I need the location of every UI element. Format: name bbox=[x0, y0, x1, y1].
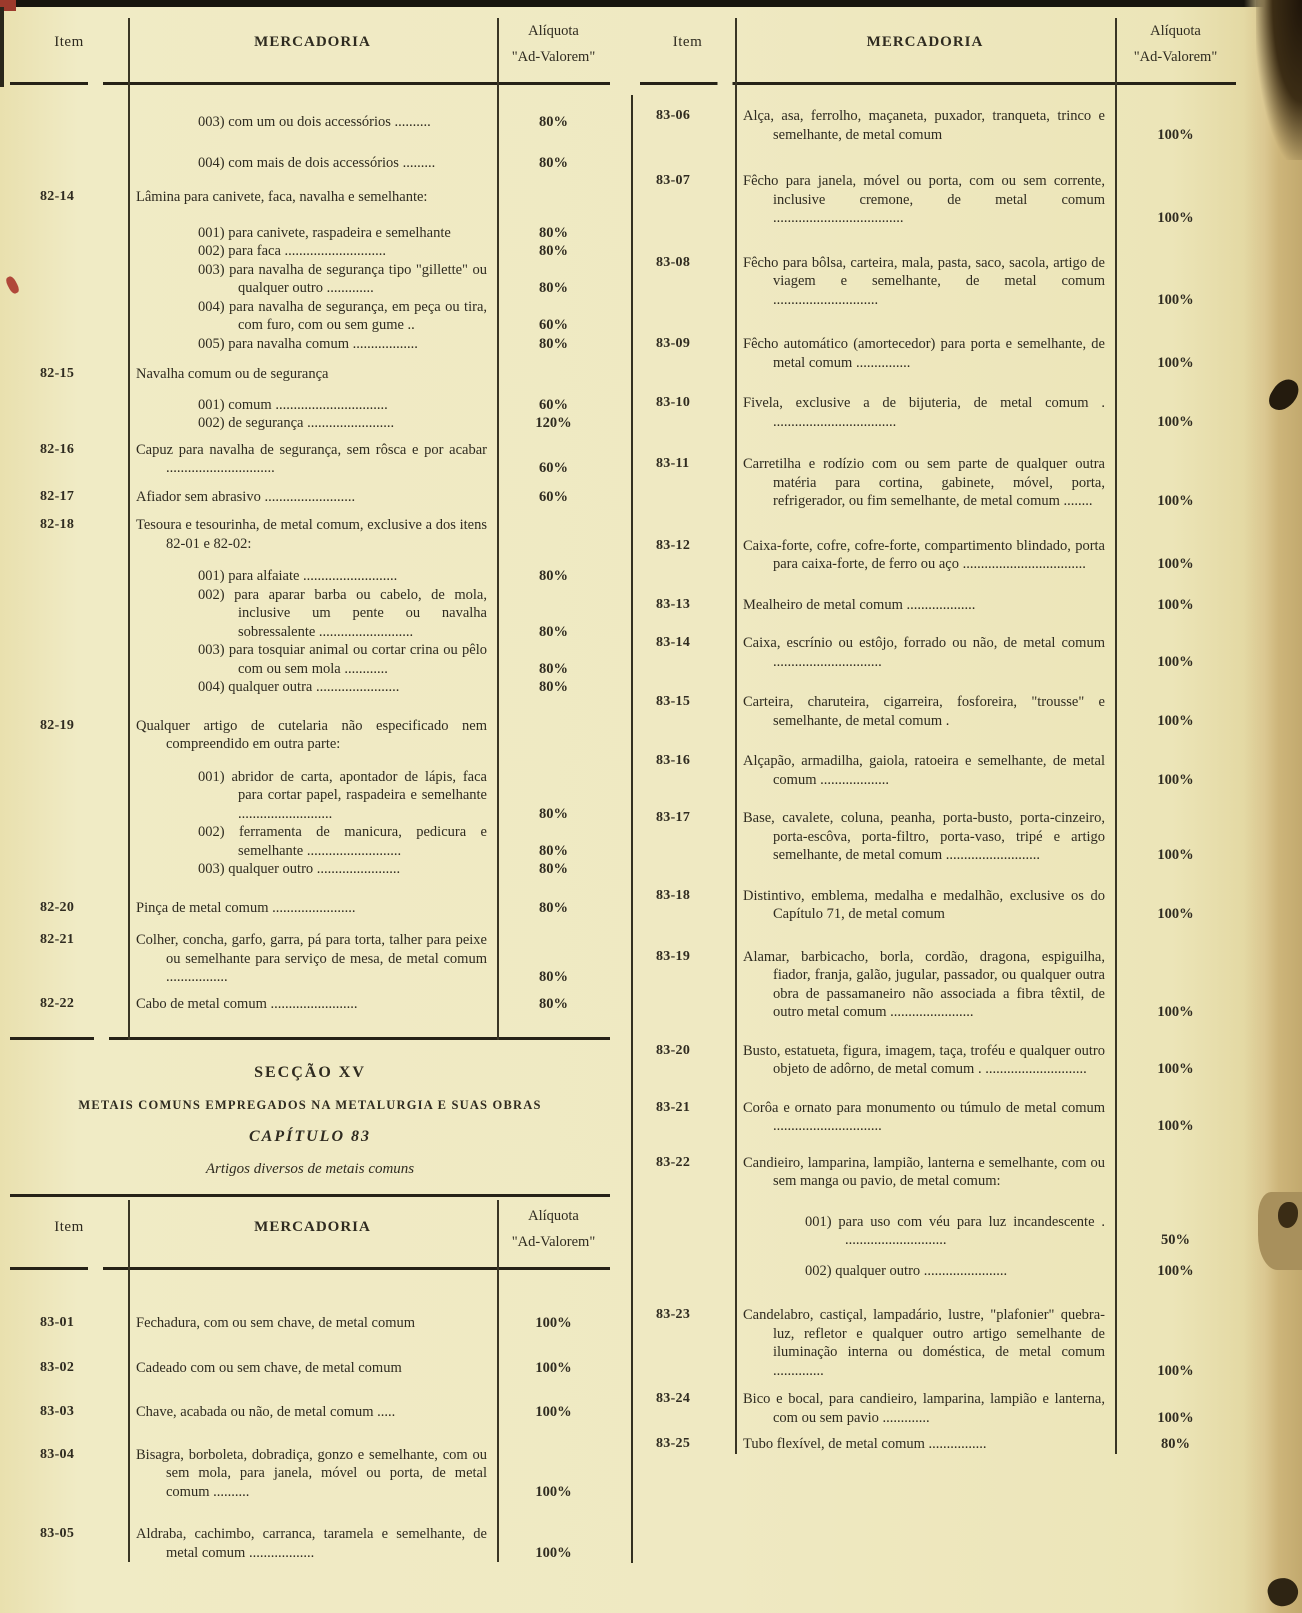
item-number: 83-20 bbox=[656, 1042, 691, 1058]
header-aliquota-line1: Alíquota bbox=[528, 1208, 579, 1224]
ad-valorem-rate: 60% bbox=[539, 460, 568, 476]
ad-valorem-rate: 100% bbox=[1157, 413, 1194, 430]
item-number: 82-17 bbox=[40, 488, 75, 504]
merchandise-description: Tesoura e tesourinha, de metal comum, exclusive a dos itens 82-01 e 82-02: bbox=[136, 517, 487, 552]
item-number: 82-21 bbox=[40, 932, 75, 947]
merchandise-description: Fêcho para bôlsa, carteira, mala, pasta, saco, sacola, artigo de viagem e semelhante, de metal comum ............................. bbox=[743, 254, 1105, 308]
header-aliquota bbox=[497, 18, 610, 70]
table-row bbox=[640, 107, 1236, 144]
table-row bbox=[640, 1262, 1236, 1281]
table-row bbox=[640, 1154, 1236, 1191]
item-number: 83-12 bbox=[656, 537, 691, 553]
merchandise-description: 002) qualquer outro ....................... bbox=[805, 1262, 1008, 1279]
table-row bbox=[10, 298, 610, 335]
stain bbox=[1278, 1202, 1298, 1228]
table-row bbox=[640, 634, 1236, 671]
header-item: Item bbox=[54, 34, 84, 50]
merchandise-description: Alça, asa, ferrolho, maçaneta, puxador, tranqueta, trinco e semelhante, de metal comum bbox=[743, 108, 1105, 143]
item-number: 82-16 bbox=[40, 441, 75, 457]
ad-valorem-rate: 100% bbox=[1157, 1061, 1194, 1077]
table-row bbox=[640, 1099, 1236, 1136]
table-row bbox=[10, 678, 610, 697]
ad-valorem-rate: 60% bbox=[539, 488, 568, 505]
merchandise-description: 003) com um ou dois accessórios .......... bbox=[198, 114, 431, 130]
table-row bbox=[640, 1435, 1236, 1454]
header-item: Item bbox=[54, 1219, 84, 1235]
merchandise-description: Lâmina para canivete, faca, navalha e semelhante: bbox=[136, 189, 428, 205]
merchandise-description: 001) para canivete, raspadeira e semelhante bbox=[198, 224, 451, 241]
ad-valorem-rate: 60% bbox=[539, 317, 568, 333]
table-row bbox=[10, 641, 610, 678]
table-body bbox=[10, 113, 610, 1013]
merchandise-description: 002) para aparar barba ou cabelo, de mola, inclusive um pente ou navalha sobressalente .......................... bbox=[198, 586, 487, 640]
merchandise-description: 002) ferramenta de manicura, pedicura e semelhante .......................... bbox=[198, 824, 487, 859]
item-number: 83-24 bbox=[656, 1391, 691, 1406]
merchandise-description: 004) para navalha de segurança, em peça ou tira, com furo, com ou sem gume .. bbox=[198, 298, 487, 333]
merchandise-description: 003) para tosquiar animal ou cortar crina ou pêlo com ou sem mola ............ bbox=[198, 642, 487, 677]
table-row bbox=[10, 899, 610, 918]
merchandise-description: Corôa e ornato para monumento ou túmulo de metal comum .............................. bbox=[743, 1099, 1105, 1134]
item-number: 83-02 bbox=[40, 1359, 75, 1375]
ad-valorem-rate: 80% bbox=[539, 335, 568, 352]
ad-valorem-rate: 100% bbox=[535, 1359, 572, 1376]
ad-valorem-rate: 80% bbox=[539, 805, 568, 822]
item-number: 83-21 bbox=[656, 1099, 691, 1115]
item-number: 83-01 bbox=[40, 1315, 75, 1330]
chapter-subtitle: Artigos diversos de metais comuns bbox=[205, 1161, 415, 1177]
ad-valorem-rate: 100% bbox=[535, 1483, 572, 1500]
table-row bbox=[640, 1213, 1236, 1250]
merchandise-description: Caixa, escrínio ou estôjo, forrado ou não, de metal comum .............................. bbox=[743, 635, 1105, 670]
ad-valorem-rate: 80% bbox=[539, 154, 568, 171]
table-row bbox=[10, 768, 610, 824]
header-mercadoria: MERCADORIA bbox=[866, 34, 984, 50]
ad-valorem-rate: 80% bbox=[539, 969, 568, 985]
merchandise-description: 004) qualquer outra ....................... bbox=[198, 679, 400, 695]
scan-border-top bbox=[0, 0, 1302, 7]
header-aliquota bbox=[1115, 18, 1236, 70]
ad-valorem-rate: 100% bbox=[1157, 1118, 1194, 1134]
ad-valorem-rate: 80% bbox=[539, 280, 568, 296]
ad-valorem-rate: 100% bbox=[1157, 1409, 1194, 1426]
ad-valorem-rate: 80% bbox=[539, 995, 568, 1012]
table-body bbox=[10, 1314, 610, 1562]
item-number: 83-17 bbox=[656, 810, 691, 825]
ad-valorem-rate: 80% bbox=[539, 899, 568, 916]
ad-valorem-rate: 100% bbox=[1157, 126, 1194, 143]
table-row bbox=[10, 488, 610, 507]
table-row bbox=[10, 1525, 610, 1562]
merchandise-description: 002) de segurança ........................ bbox=[198, 415, 395, 431]
table-row bbox=[10, 261, 610, 298]
item-number: 82-20 bbox=[40, 899, 75, 915]
header-aliquota-line2: "Ad-Valorem" bbox=[511, 1234, 596, 1250]
page-edge bbox=[1244, 0, 1302, 1613]
merchandise-description: Pinça de metal comum ....................... bbox=[136, 899, 356, 916]
merchandise-description: 001) comum ............................... bbox=[198, 396, 388, 413]
ad-valorem-rate: 80% bbox=[539, 114, 568, 130]
table-row bbox=[10, 414, 610, 433]
header-mercadoria: MERCADORIA bbox=[254, 34, 371, 50]
ad-valorem-rate: 50% bbox=[1161, 1232, 1190, 1248]
scan-edge-mark bbox=[0, 7, 4, 87]
table-row bbox=[10, 1359, 610, 1378]
item-number: 83-08 bbox=[656, 254, 691, 270]
tariff-table-chapter-82 bbox=[10, 12, 610, 1040]
table-row bbox=[10, 567, 610, 586]
table-row bbox=[640, 1042, 1236, 1079]
table-row bbox=[10, 586, 610, 642]
merchandise-description: 003) qualquer outro ....................... bbox=[198, 861, 401, 877]
item-number: 83-09 bbox=[656, 336, 691, 351]
item-number: 83-03 bbox=[40, 1404, 75, 1419]
ad-valorem-rate: 100% bbox=[535, 1404, 572, 1420]
merchandise-description: 001) abridor de carta, apontador de lápis, faca para cortar papel, raspadeira e semelhante .......................... bbox=[198, 768, 487, 822]
table-row bbox=[640, 254, 1236, 310]
item-number: 83-13 bbox=[656, 596, 691, 612]
merchandise-description: Bisagra, borboleta, dobradiça, gonzo e semelhante, com ou sem mola, para janela, móvel ou porta, de metal comum .......... bbox=[136, 1446, 487, 1500]
merchandise-description: 001) para alfaiate .......................... bbox=[198, 568, 398, 584]
table-row bbox=[640, 1306, 1236, 1380]
merchandise-description: Cadeado com ou sem chave, de metal comum bbox=[136, 1359, 402, 1376]
item-number: 83-04 bbox=[40, 1446, 75, 1462]
merchandise-description: Fêcho automático (amortecedor) para porta e semelhante, de metal comum ............... bbox=[743, 336, 1105, 371]
merchandise-description: Distintivo, emblema, medalha e medalhão, exclusive os do Capítulo 71, de metal comum bbox=[743, 887, 1105, 922]
table-row bbox=[10, 242, 610, 261]
header-rule bbox=[10, 1267, 610, 1270]
merchandise-description: Carteira, charuteira, cigarreira, fosforeira, "trousse" e semelhante, de metal comum . bbox=[743, 694, 1105, 729]
ad-valorem-rate: 80% bbox=[1161, 1436, 1190, 1452]
table-row bbox=[640, 693, 1236, 730]
item-number: 83-11 bbox=[656, 456, 690, 471]
right-column bbox=[640, 12, 1236, 1454]
merchandise-description: Qualquer artigo de cutelaria não especificado nem compreendido em outra parte: bbox=[136, 717, 487, 752]
table-header bbox=[640, 12, 1236, 82]
header-aliquota-line1: Alíquota bbox=[528, 23, 579, 39]
ad-valorem-rate: 100% bbox=[1157, 291, 1194, 308]
table-row bbox=[10, 717, 610, 754]
table-row bbox=[640, 887, 1236, 924]
merchandise-description: Alçapão, armadilha, gaiola, ratoeira e semelhante, de metal comum ................... bbox=[743, 753, 1105, 788]
item-number: 82-18 bbox=[40, 517, 75, 532]
merchandise-description: Candieiro, lamparina, lampião, lanterna e semelhante, com ou sem manga ou pavio, de metal comum: bbox=[743, 1154, 1105, 1189]
item-number: 83-16 bbox=[656, 753, 691, 768]
header-aliquota-line2: "Ad-Valorem" bbox=[1133, 49, 1218, 65]
ad-valorem-rate: 80% bbox=[539, 568, 568, 584]
table-header bbox=[10, 12, 610, 82]
merchandise-description: Tubo flexível, de metal comum ................ bbox=[743, 1436, 987, 1452]
table-body bbox=[640, 107, 1236, 1454]
merchandise-description: Mealheiro de metal comum ................... bbox=[743, 596, 976, 613]
table-row bbox=[640, 537, 1236, 574]
header-mercadoria: MERCADORIA bbox=[254, 1219, 371, 1235]
merchandise-description: Fêcho para janela, móvel ou porta, com ou sem corrente, inclusive cremone, de metal comum .................................... bbox=[743, 173, 1105, 226]
ad-valorem-rate: 120% bbox=[535, 415, 572, 431]
merchandise-description: 002) para faca ............................ bbox=[198, 243, 387, 259]
ad-valorem-rate: 100% bbox=[1157, 847, 1194, 863]
item-number: 82-22 bbox=[40, 995, 75, 1011]
merchandise-description: 005) para navalha comum .................. bbox=[198, 335, 418, 352]
merchandise-description: 004) com mais de dois accessórios ......... bbox=[198, 154, 436, 171]
torn-paper-edge bbox=[1258, 1192, 1302, 1270]
item-number: 83-25 bbox=[656, 1436, 691, 1451]
header-rule bbox=[10, 82, 610, 85]
table-row bbox=[10, 365, 610, 384]
ad-valorem-rate: 80% bbox=[539, 224, 568, 241]
ad-valorem-rate: 100% bbox=[1157, 210, 1194, 226]
table-row bbox=[640, 948, 1236, 1022]
section-heading bbox=[10, 1064, 610, 1194]
section-title: SECÇÃO XV bbox=[254, 1064, 366, 1081]
table-row bbox=[10, 154, 610, 173]
table-row bbox=[10, 441, 610, 478]
table-row bbox=[640, 809, 1236, 865]
merchandise-description: Alamar, barbicacho, borla, cordão, dragona, espiguilha, fiador, franja, galão, jugular, passador, ou qualquer outra obra de passamaneiro não associada a fibra têxtil, de outro metal comum ....................... bbox=[743, 948, 1105, 1020]
item-number: 83-10 bbox=[656, 395, 691, 410]
table-row bbox=[10, 335, 610, 354]
merchandise-description: Fivela, exclusive a de bijuteria, de metal comum . .................................. bbox=[743, 395, 1105, 430]
ad-valorem-rate: 100% bbox=[1157, 712, 1194, 729]
ad-valorem-rate: 100% bbox=[1157, 653, 1194, 670]
table-row bbox=[640, 596, 1236, 615]
merchandise-description: Afiador sem abrasivo ......................... bbox=[136, 488, 356, 505]
ad-valorem-rate: 100% bbox=[1157, 1262, 1194, 1279]
table-row bbox=[640, 335, 1236, 372]
table-row bbox=[10, 860, 610, 879]
header-aliquota-line2: "Ad-Valorem" bbox=[511, 49, 596, 65]
chapter-title: CAPÍTULO 83 bbox=[249, 1128, 371, 1145]
ad-valorem-rate: 80% bbox=[539, 660, 568, 677]
table-header bbox=[10, 1197, 610, 1267]
merchandise-description: Base, cavalete, coluna, peanha, porta-busto, porta-cinzeiro, porta-escôva, porta-filtro, porta-vaso, tripé e artigo semelhante, de metal comum .......................... bbox=[743, 810, 1105, 863]
left-column bbox=[10, 12, 610, 1562]
merchandise-description: Navalha comum ou de segurança bbox=[136, 366, 329, 382]
ad-valorem-rate: 100% bbox=[1157, 354, 1194, 371]
table-row bbox=[10, 224, 610, 243]
ad-valorem-rate: 80% bbox=[539, 623, 568, 640]
table-row bbox=[10, 188, 610, 207]
merchandise-description: 003) para navalha de segurança tipo "gillette" ou qualquer outro ............. bbox=[198, 261, 487, 296]
ad-valorem-rate: 80% bbox=[539, 861, 568, 877]
table-row bbox=[640, 752, 1236, 789]
merchandise-description: Aldraba, cachimbo, carranca, taramela e semelhante, de metal comum .................. bbox=[136, 1526, 487, 1561]
ad-valorem-rate: 100% bbox=[1157, 1004, 1194, 1020]
table-row bbox=[10, 396, 610, 415]
ad-valorem-rate: 80% bbox=[539, 243, 568, 259]
item-number: 83-06 bbox=[656, 108, 691, 123]
ad-valorem-rate: 100% bbox=[1157, 771, 1194, 788]
ad-valorem-rate: 100% bbox=[1157, 1362, 1194, 1379]
table-row bbox=[640, 394, 1236, 431]
table-row bbox=[10, 516, 610, 553]
item-number: 83-15 bbox=[656, 694, 691, 709]
merchandise-description: Caixa-forte, cofre, cofre-forte, compartimento blindado, porta para caixa-forte, de ferro ou aço .................................. bbox=[743, 537, 1105, 572]
table-row bbox=[640, 455, 1236, 511]
item-number: 83-19 bbox=[656, 948, 691, 964]
ad-valorem-rate: 100% bbox=[1157, 906, 1194, 922]
section-subtitle: METAIS COMUNS EMPREGADOS NA METALURGIA E SUAS OBRAS bbox=[78, 1098, 542, 1112]
ad-valorem-rate: 60% bbox=[539, 396, 568, 413]
merchandise-description: 001) para uso com véu para luz incandescente . ............................ bbox=[805, 1213, 1105, 1248]
header-aliquota bbox=[497, 1203, 610, 1255]
ad-valorem-rate: 100% bbox=[1157, 596, 1194, 613]
merchandise-description: Chave, acabada ou não, de metal comum ..... bbox=[136, 1404, 396, 1420]
page-edge-shadow bbox=[1256, 0, 1302, 160]
table-bottom-rule bbox=[10, 1037, 610, 1040]
merchandise-description: Colher, concha, garfo, garra, pá para torta, talher para peixe ou semelhante para serviço de mesa, de metal comum ................. bbox=[136, 932, 487, 985]
table-row bbox=[640, 172, 1236, 228]
item-number: 83-22 bbox=[656, 1154, 691, 1170]
ad-valorem-rate: 80% bbox=[539, 679, 568, 695]
item-number: 82-15 bbox=[40, 366, 75, 381]
merchandise-description: Carretilha e rodízio com ou sem parte de qualquer outra matéria para cortina, gabinete, móvel, porta, refrigerador, ou fim semelhante, de metal comum ........ bbox=[743, 456, 1105, 509]
header-aliquota-line1: Alíquota bbox=[1150, 23, 1201, 39]
table-row bbox=[10, 1446, 610, 1502]
table-row bbox=[640, 1390, 1236, 1427]
merchandise-description: Capuz para navalha de segurança, sem rôsca e por acabar .............................. bbox=[136, 441, 487, 476]
merchandise-description: Bico e bocal, para candieiro, lamparina, lampião e lanterna, com ou sem pavio ............. bbox=[743, 1391, 1105, 1426]
item-number: 82-14 bbox=[40, 189, 75, 204]
merchandise-description: Candelabro, castiçal, lampadário, lustre, "plafonier" quebra-luz, refletor e qualquer outro artigo semelhante de iluminação interna ou doméstica, de metal comum .............. bbox=[743, 1307, 1105, 1379]
ad-valorem-rate: 80% bbox=[539, 842, 568, 859]
tariff-table-chapter-83-right bbox=[640, 12, 1236, 1454]
item-number: 83-18 bbox=[656, 887, 691, 903]
item-number: 83-07 bbox=[656, 173, 691, 188]
item-number: 83-05 bbox=[40, 1526, 75, 1541]
merchandise-description: Fechadura, com ou sem chave, de metal comum bbox=[136, 1315, 416, 1331]
table-row bbox=[10, 113, 610, 132]
tariff-table-chapter-83-left bbox=[10, 1194, 610, 1562]
table-row bbox=[10, 1314, 610, 1333]
header-rule bbox=[640, 82, 1236, 85]
merchandise-description: Cabo de metal comum ........................ bbox=[136, 995, 358, 1012]
item-number: 82-19 bbox=[40, 717, 75, 733]
ad-valorem-rate: 100% bbox=[1157, 556, 1194, 572]
table-row bbox=[10, 931, 610, 987]
item-number: 83-14 bbox=[656, 635, 691, 650]
header-item: Item bbox=[672, 34, 703, 50]
column-divider-rule bbox=[631, 95, 633, 1563]
item-number: 83-23 bbox=[656, 1307, 691, 1322]
merchandise-description: Busto, estatueta, figura, imagem, taça, troféu e qualquer outro objeto de adôrno, de metal comum . ............................ bbox=[743, 1042, 1105, 1077]
table-row bbox=[10, 1403, 610, 1422]
table-row bbox=[10, 823, 610, 860]
ad-valorem-rate: 100% bbox=[535, 1315, 572, 1331]
ad-valorem-rate: 100% bbox=[535, 1544, 572, 1561]
table-row bbox=[10, 995, 610, 1014]
ad-valorem-rate: 100% bbox=[1157, 493, 1194, 509]
